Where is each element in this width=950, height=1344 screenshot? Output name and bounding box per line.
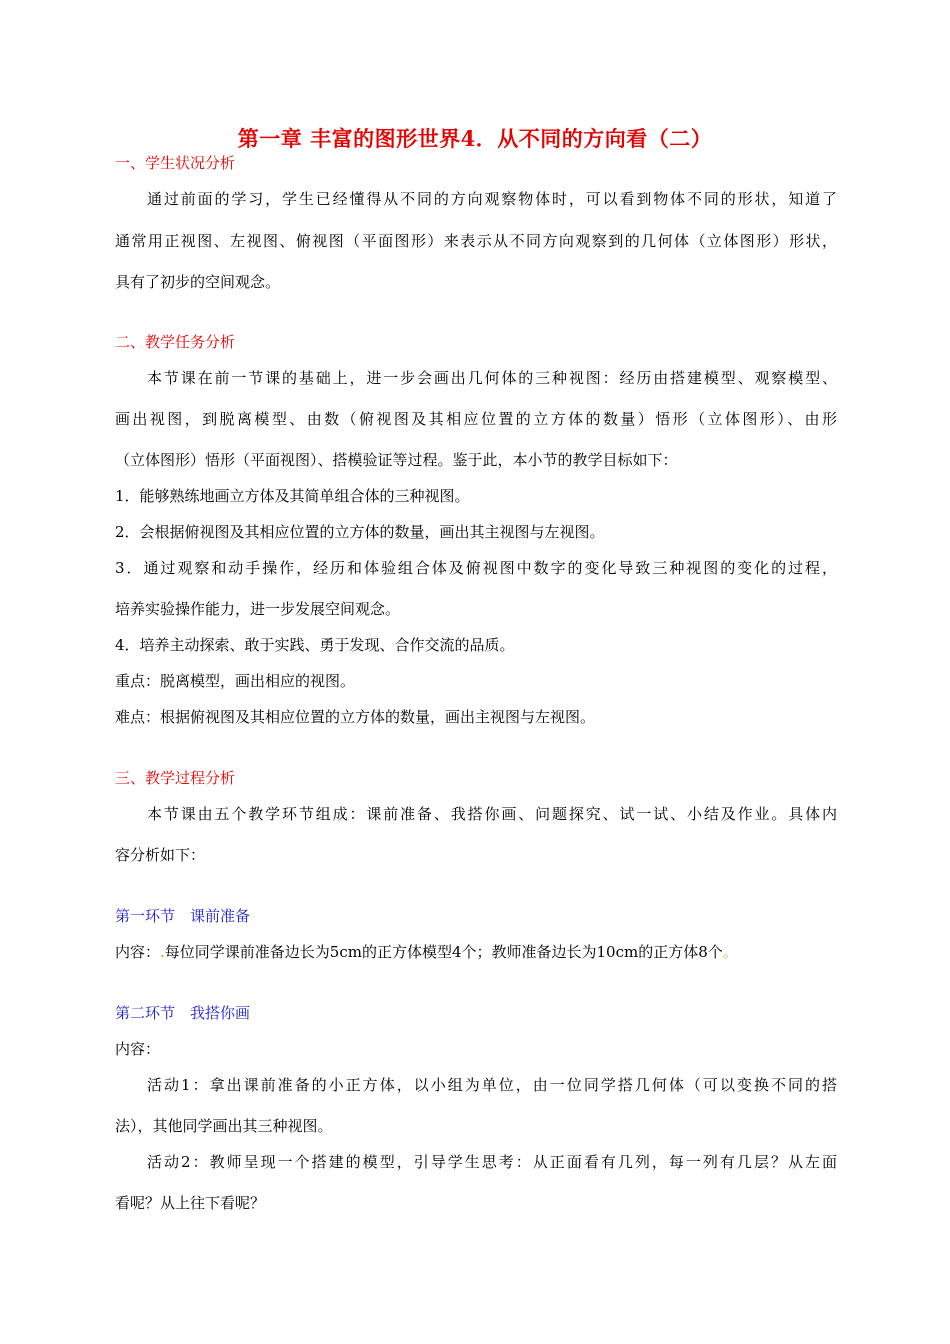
goal-item-continuation: 培养实验操作能力，进一步发展空间观念。 <box>115 600 401 618</box>
paragraph-line: 画出视图，到脱离模型、由数（俯视图及其相应位置的立方体的数量）悟形（立体图形）、由形 <box>115 410 837 428</box>
paragraph-line: 通过前面的学习，学生已经懂得从不同的方向观察物体时，可以看到物体不同的形状，知道了 <box>147 190 837 208</box>
marker-dot: . <box>160 943 165 961</box>
key-point: 重点：脱离模型，画出相应的视图。 <box>115 672 356 690</box>
activity-line: 活动1：拿出课前准备的小正方体，以小组为单位，由一位同学搭几何体（可以变换不同的搭 <box>147 1076 837 1094</box>
difficulty-point: 难点：根据俯视图及其相应位置的立方体的数量，画出主视图与左视图。 <box>115 708 596 726</box>
content-text: 每位同学课前准备边长为5cm的正方体模型4个；教师准备边长为10cm的正方体8个 <box>164 943 723 961</box>
goal-item: 4．培养主动探索、敢于实践、勇于发现、合作交流的品质。 <box>115 636 515 654</box>
section-heading-student-analysis: 一、学生状况分析 <box>115 154 236 172</box>
goal-item: 1．能够熟练地画立方体及其简单组合体的三种视图。 <box>115 487 470 505</box>
goal-item: 3．通过观察和动手操作，经历和体验组合体及俯视图中数字的变化导致三种视图的变化的过程， <box>115 559 837 577</box>
content-label: 内容： <box>115 943 161 961</box>
section-heading-task-analysis: 二、教学任务分析 <box>115 333 236 351</box>
activity-line: 法），其他同学画出其三种视图。 <box>115 1117 333 1135</box>
activity-line: 活动2：教师呈现一个搭建的模型，引导学生思考：从正面看有几列，每一列有几层？从左面 <box>147 1153 837 1171</box>
stage-content-label: 内容： <box>115 1040 161 1058</box>
stage-content <box>115 941 738 962</box>
paragraph-line: （立体图形）悟形（平面视图）、搭模验证等过程。鉴于此，本小节的教学目标如下： <box>115 451 678 469</box>
section-heading-process-analysis: 三、教学过程分析 <box>115 769 236 787</box>
stage-heading-preparation: 第一环节 课前准备 <box>115 907 251 925</box>
content-end: 。 <box>722 943 738 961</box>
paragraph-line: 具有了初步的空间观念。 <box>115 273 281 291</box>
stage-heading-build-and-draw: 第二环节 我搭你画 <box>115 1004 251 1022</box>
paragraph-line: 本节课由五个教学环节组成：课前准备、我搭你画、问题探究、试一试、小结及作业。具体内 <box>147 805 837 823</box>
paragraph-line: 容分析如下： <box>115 846 206 864</box>
paragraph-line: 本节课在前一节课的基础上，进一步会画出几何体的三种视图：经历由搭建模型、观察模型、 <box>147 369 837 387</box>
document-title: 第一章 丰富的图形世界4．从不同的方向看（二） <box>237 126 713 151</box>
goal-item: 2．会根据俯视图及其相应位置的立方体的数量，画出其主视图与左视图。 <box>115 523 605 541</box>
activity-line: 看呢？从上往下看呢？ <box>115 1194 266 1212</box>
paragraph-line: 通常用正视图、左视图、俯视图（平面图形）来表示从不同方向观察到的几何体（立体图形）形状， <box>115 232 837 250</box>
